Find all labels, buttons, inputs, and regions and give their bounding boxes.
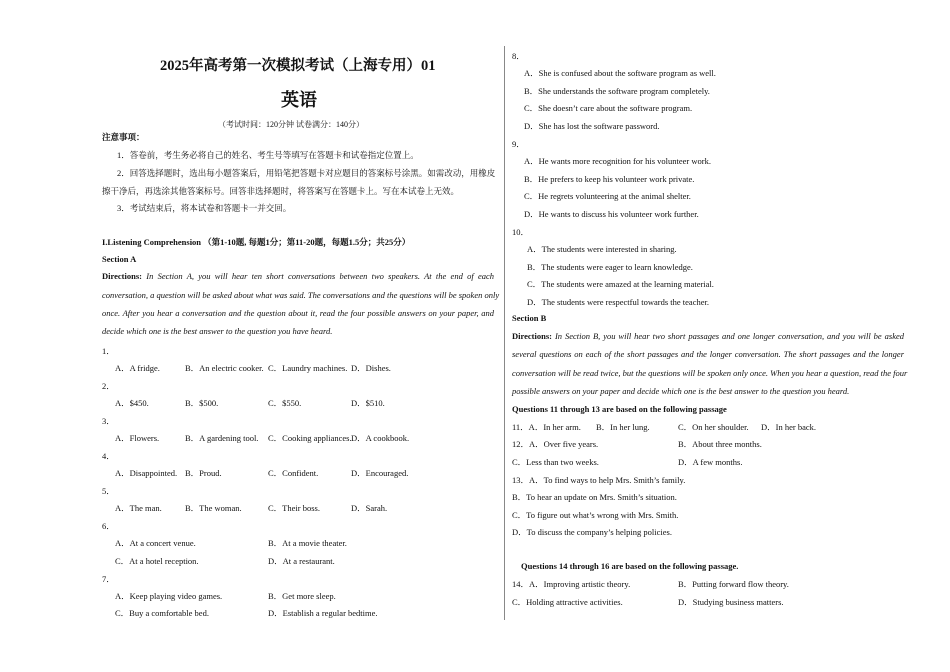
subject-title: 英语 [281, 90, 317, 110]
directions-b-line-2: several questions on each of the short passages and the longer conversation. The short passages and the longer [512, 349, 904, 359]
option-c: C．Less than two weeks. [512, 457, 599, 467]
option-b: B．The woman. [185, 503, 242, 513]
exam-info: （考试时间：120分钟 试卷满分：140分） [218, 120, 364, 129]
option-d: D．She has lost the software password. [524, 121, 660, 131]
option-c: C．$550. [268, 398, 302, 408]
option-c: C．To figure out what’s wrong with Mrs. Smith. [512, 510, 679, 520]
option-a: A．A fridge. [115, 363, 160, 373]
directions-a-line-2: conversation, a question will be asked about what was said. The conversations and the questions will be spoken only [102, 290, 500, 300]
option-a: A．Flowers. [115, 433, 160, 443]
option-d: D．Studying business matters. [678, 597, 784, 607]
option-d: D．Encouraged. [351, 468, 409, 478]
notes-heading: 注意事项： [102, 132, 145, 142]
notes-item-3: 3．考试结束后，将本试卷和答题卡一并交回。 [117, 203, 292, 213]
option-d: D．To discuss the company’s helping policies. [512, 527, 672, 537]
option-d: D．$510. [351, 398, 385, 408]
directions-a-line-4: decide which one is the best answer to the question you have heard. [102, 326, 333, 336]
notes-item-2b: 擦干净后，再选涂其他答案标号。回答非选择题时，将答案写在答题卡上。写在本试卷上无效。 [102, 186, 460, 196]
option-d: D．In her back. [761, 422, 816, 432]
option-d: D．At a restaurant. [268, 556, 335, 566]
question-number: 6． [102, 521, 115, 531]
option-a: 13．A．To find ways to help Mrs. Smith’s family. [512, 475, 686, 485]
option-b: B．To hear an update on Mrs. Smith’s situation. [512, 492, 677, 502]
question-number: 10． [512, 227, 530, 237]
option-d: D．A cookbook. [351, 433, 410, 443]
option-b: B．At a movie theater. [268, 538, 347, 548]
option-a: A．Disappointed. [115, 468, 178, 478]
question-number: 5． [102, 486, 115, 496]
option-c: C．Laundry machines. [268, 363, 348, 373]
option-b: B．$500. [185, 398, 219, 408]
notes-item-1: 1．答卷前，考生务必将自己的姓名、考生号等填写在答题卡和试卷指定位置上。 [117, 150, 419, 160]
option-c: C．On her shoulder. [678, 422, 749, 432]
listening-heading: I.Listening Comprehension （第1-10题, 每题1分；第11-20题，每题1.5分；共25分） [102, 237, 411, 247]
directions-a-line-1: Directions: In Section A, you will hear ten short conversations between two speakers. At the end of each [102, 271, 494, 281]
option-a: A．The students were interested in sharing. [527, 244, 677, 254]
option-d: D．Establish a regular bedtime. [268, 608, 378, 618]
option-b: B．She understands the software program completely. [524, 86, 710, 96]
column-divider [504, 46, 505, 620]
option-b: B．The students were eager to learn knowledge. [527, 262, 693, 272]
directions-b-line-4: possible answers on your paper and decide which one is the best answer to the question you heard. [512, 386, 850, 396]
option-b: B．Get more sleep. [268, 591, 336, 601]
directions-b-line-3: conversation will be read twice, but the questions will be spoken only once. When you hear a question, read the four [512, 368, 908, 378]
passage-2-heading: Questions 14 through 16 are based on the following passage. [521, 561, 739, 571]
option-d: D．A few months. [678, 457, 743, 467]
option-a: A．She is confused about the software program as well. [524, 68, 716, 78]
option-c: C．At a hotel reception. [115, 556, 199, 566]
option-a: 11．A．In her arm. [512, 422, 581, 432]
option-c: C．He regrets volunteering at the animal shelter. [524, 191, 691, 201]
option-d: D．The students were respectful towards the teacher. [527, 297, 709, 307]
option-a: A．$450. [115, 398, 149, 408]
option-a: A．He wants more recognition for his volunteer work. [524, 156, 711, 166]
question-number: 9． [512, 139, 525, 149]
option-b: B．About three months. [678, 439, 762, 449]
option-b: B．An electric cooker. [185, 363, 264, 373]
question-number: 1． [102, 346, 115, 356]
directions-b-line-1: Directions: In Section B, you will hear two short passages and one longer conversation, and you will be asked [512, 331, 904, 341]
option-a: A．Keep playing video games. [115, 591, 223, 601]
option-d: D．Dishes. [351, 363, 391, 373]
question-number: 2． [102, 381, 115, 391]
option-a: 12．A．Over five years. [512, 439, 599, 449]
section-b-heading: Section B [512, 313, 547, 323]
option-b: B．Proud. [185, 468, 222, 478]
option-c: C．Their boss. [268, 503, 320, 513]
notes-item-2a: 2．回答选择题时，选出每小题答案后，用铅笔把答题卡对应题目的答案标号涂黑。如需改动，用橡皮 [117, 168, 496, 178]
question-number: 7． [102, 574, 115, 584]
option-a: 14．A．Improving artistic theory. [512, 579, 631, 589]
directions-b-label: Directions: [512, 331, 552, 341]
option-c: C．She doesn’t care about the software program. [524, 103, 693, 113]
question-number: 3． [102, 416, 115, 426]
option-b: B．In her lung. [596, 422, 650, 432]
option-a: A．At a concert venue. [115, 538, 196, 548]
option-b: B．He prefers to keep his volunteer work private. [524, 174, 695, 184]
section-a-heading: Section A [102, 254, 137, 264]
option-a: A．The man. [115, 503, 162, 513]
passage-1-heading: Questions 11 through 13 are based on the following passage [512, 404, 727, 414]
option-c: C．Confident. [268, 468, 319, 478]
directions-a-line-3: once. After you hear a conversation and the question about it, read the four possible answers on your paper, and [102, 308, 494, 318]
option-d: D．He wants to discuss his volunteer work further. [524, 209, 699, 219]
question-number: 8． [512, 51, 525, 61]
option-d: D．Sarah. [351, 503, 388, 513]
option-b: B．Putting forward flow theory. [678, 579, 789, 589]
directions-a-label: Directions: [102, 271, 142, 281]
option-c: C．Holding attractive activities. [512, 597, 623, 607]
option-c: C．The students were amazed at the learning material. [527, 279, 714, 289]
question-number: 4． [102, 451, 115, 461]
option-c: C．Buy a comfortable bed. [115, 608, 209, 618]
option-c: C．Cooking appliances. [268, 433, 352, 443]
exam-title: 2025年高考第一次模拟考试（上海专用）01 [160, 58, 436, 74]
option-b: B．A gardening tool. [185, 433, 259, 443]
